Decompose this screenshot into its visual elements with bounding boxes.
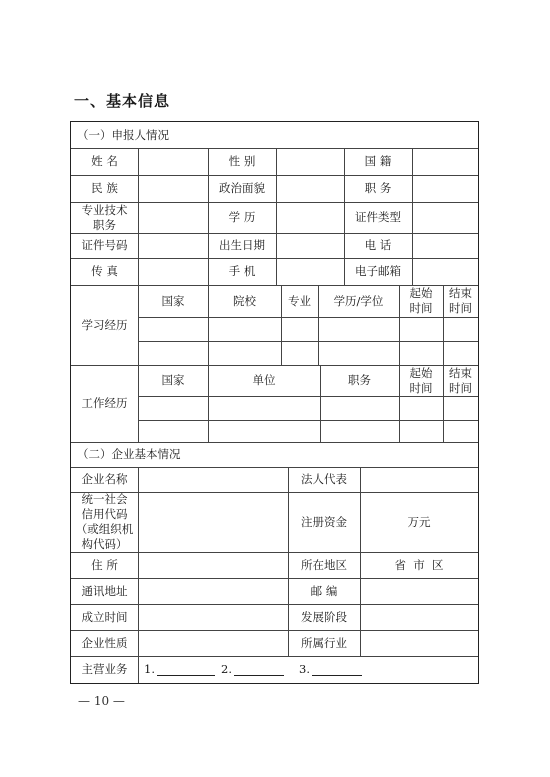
gender-label: 性 别 bbox=[228, 154, 256, 168]
founded-label: 成立时间 bbox=[81, 609, 128, 624]
professional-title-label: 专业技术 职务 bbox=[81, 202, 128, 232]
mobile-label: 手 机 bbox=[228, 264, 256, 278]
position-label: 职 务 bbox=[364, 181, 392, 195]
phone-label: 电 话 bbox=[364, 238, 392, 252]
company-name-label: 企业名称 bbox=[81, 472, 128, 486]
work-history-label: 工作经历 bbox=[81, 396, 128, 410]
study-col-start: 起始 时间 bbox=[409, 286, 433, 315]
study-history-label: 学习经历 bbox=[81, 317, 128, 332]
birth-date-label: 出生日期 bbox=[219, 238, 265, 252]
email-label: 电子邮箱 bbox=[355, 264, 401, 278]
work-col-end: 结束 时间 bbox=[449, 365, 472, 395]
education-label: 学 历 bbox=[228, 210, 256, 224]
postcode-label: 邮 编 bbox=[310, 583, 338, 598]
study-col-country: 国家 bbox=[161, 293, 185, 308]
section-title: 一、基本信息 bbox=[74, 92, 171, 110]
company-section-header: （二）企业基本情况 bbox=[77, 447, 181, 461]
study-col-school: 院校 bbox=[233, 293, 256, 308]
business-item-1: 1. bbox=[144, 656, 215, 683]
business-item-2: 2. bbox=[221, 656, 284, 683]
name-label: 姓 名 bbox=[91, 154, 118, 168]
study-col-major: 专业 bbox=[288, 293, 311, 308]
main-business-label: 主营业务 bbox=[81, 662, 128, 676]
page-number: — 10 — bbox=[78, 694, 125, 708]
ethnicity-label: 民 族 bbox=[91, 181, 118, 195]
work-col-country: 国家 bbox=[161, 373, 185, 387]
fax-label: 传 真 bbox=[91, 264, 118, 278]
stage-label: 发展阶段 bbox=[301, 609, 347, 624]
work-col-employer: 单位 bbox=[252, 373, 276, 387]
work-col-position: 职务 bbox=[348, 373, 371, 387]
mail-address-label: 通讯地址 bbox=[81, 583, 128, 598]
registered-capital-label: 注册资金 bbox=[301, 514, 347, 529]
id-type-label: 证件类型 bbox=[355, 210, 401, 224]
address-label: 住 所 bbox=[91, 557, 118, 572]
legal-rep-label: 法人代表 bbox=[301, 472, 347, 486]
nationality-label: 国 籍 bbox=[364, 154, 392, 168]
study-col-degree: 学历/学位 bbox=[333, 293, 384, 308]
nature-label: 企业性质 bbox=[81, 635, 128, 650]
capital-unit: 万元 bbox=[407, 514, 431, 529]
applicant-section-header: （一）申报人情况 bbox=[77, 127, 169, 142]
region-label: 所在地区 bbox=[301, 557, 347, 572]
region-units: 省 市 区 bbox=[394, 557, 444, 572]
credit-code-label: 统一社会 信用代码 （或组织机 构代码） bbox=[75, 492, 134, 551]
political-status-label: 政治面貌 bbox=[219, 181, 265, 195]
study-col-end: 结束 时间 bbox=[449, 286, 472, 315]
industry-label: 所属行业 bbox=[301, 635, 347, 650]
business-item-3: 3. bbox=[299, 656, 362, 683]
id-number-label: 证件号码 bbox=[81, 238, 128, 252]
basic-info-form bbox=[70, 121, 479, 684]
work-col-start: 起始 时间 bbox=[409, 365, 433, 395]
